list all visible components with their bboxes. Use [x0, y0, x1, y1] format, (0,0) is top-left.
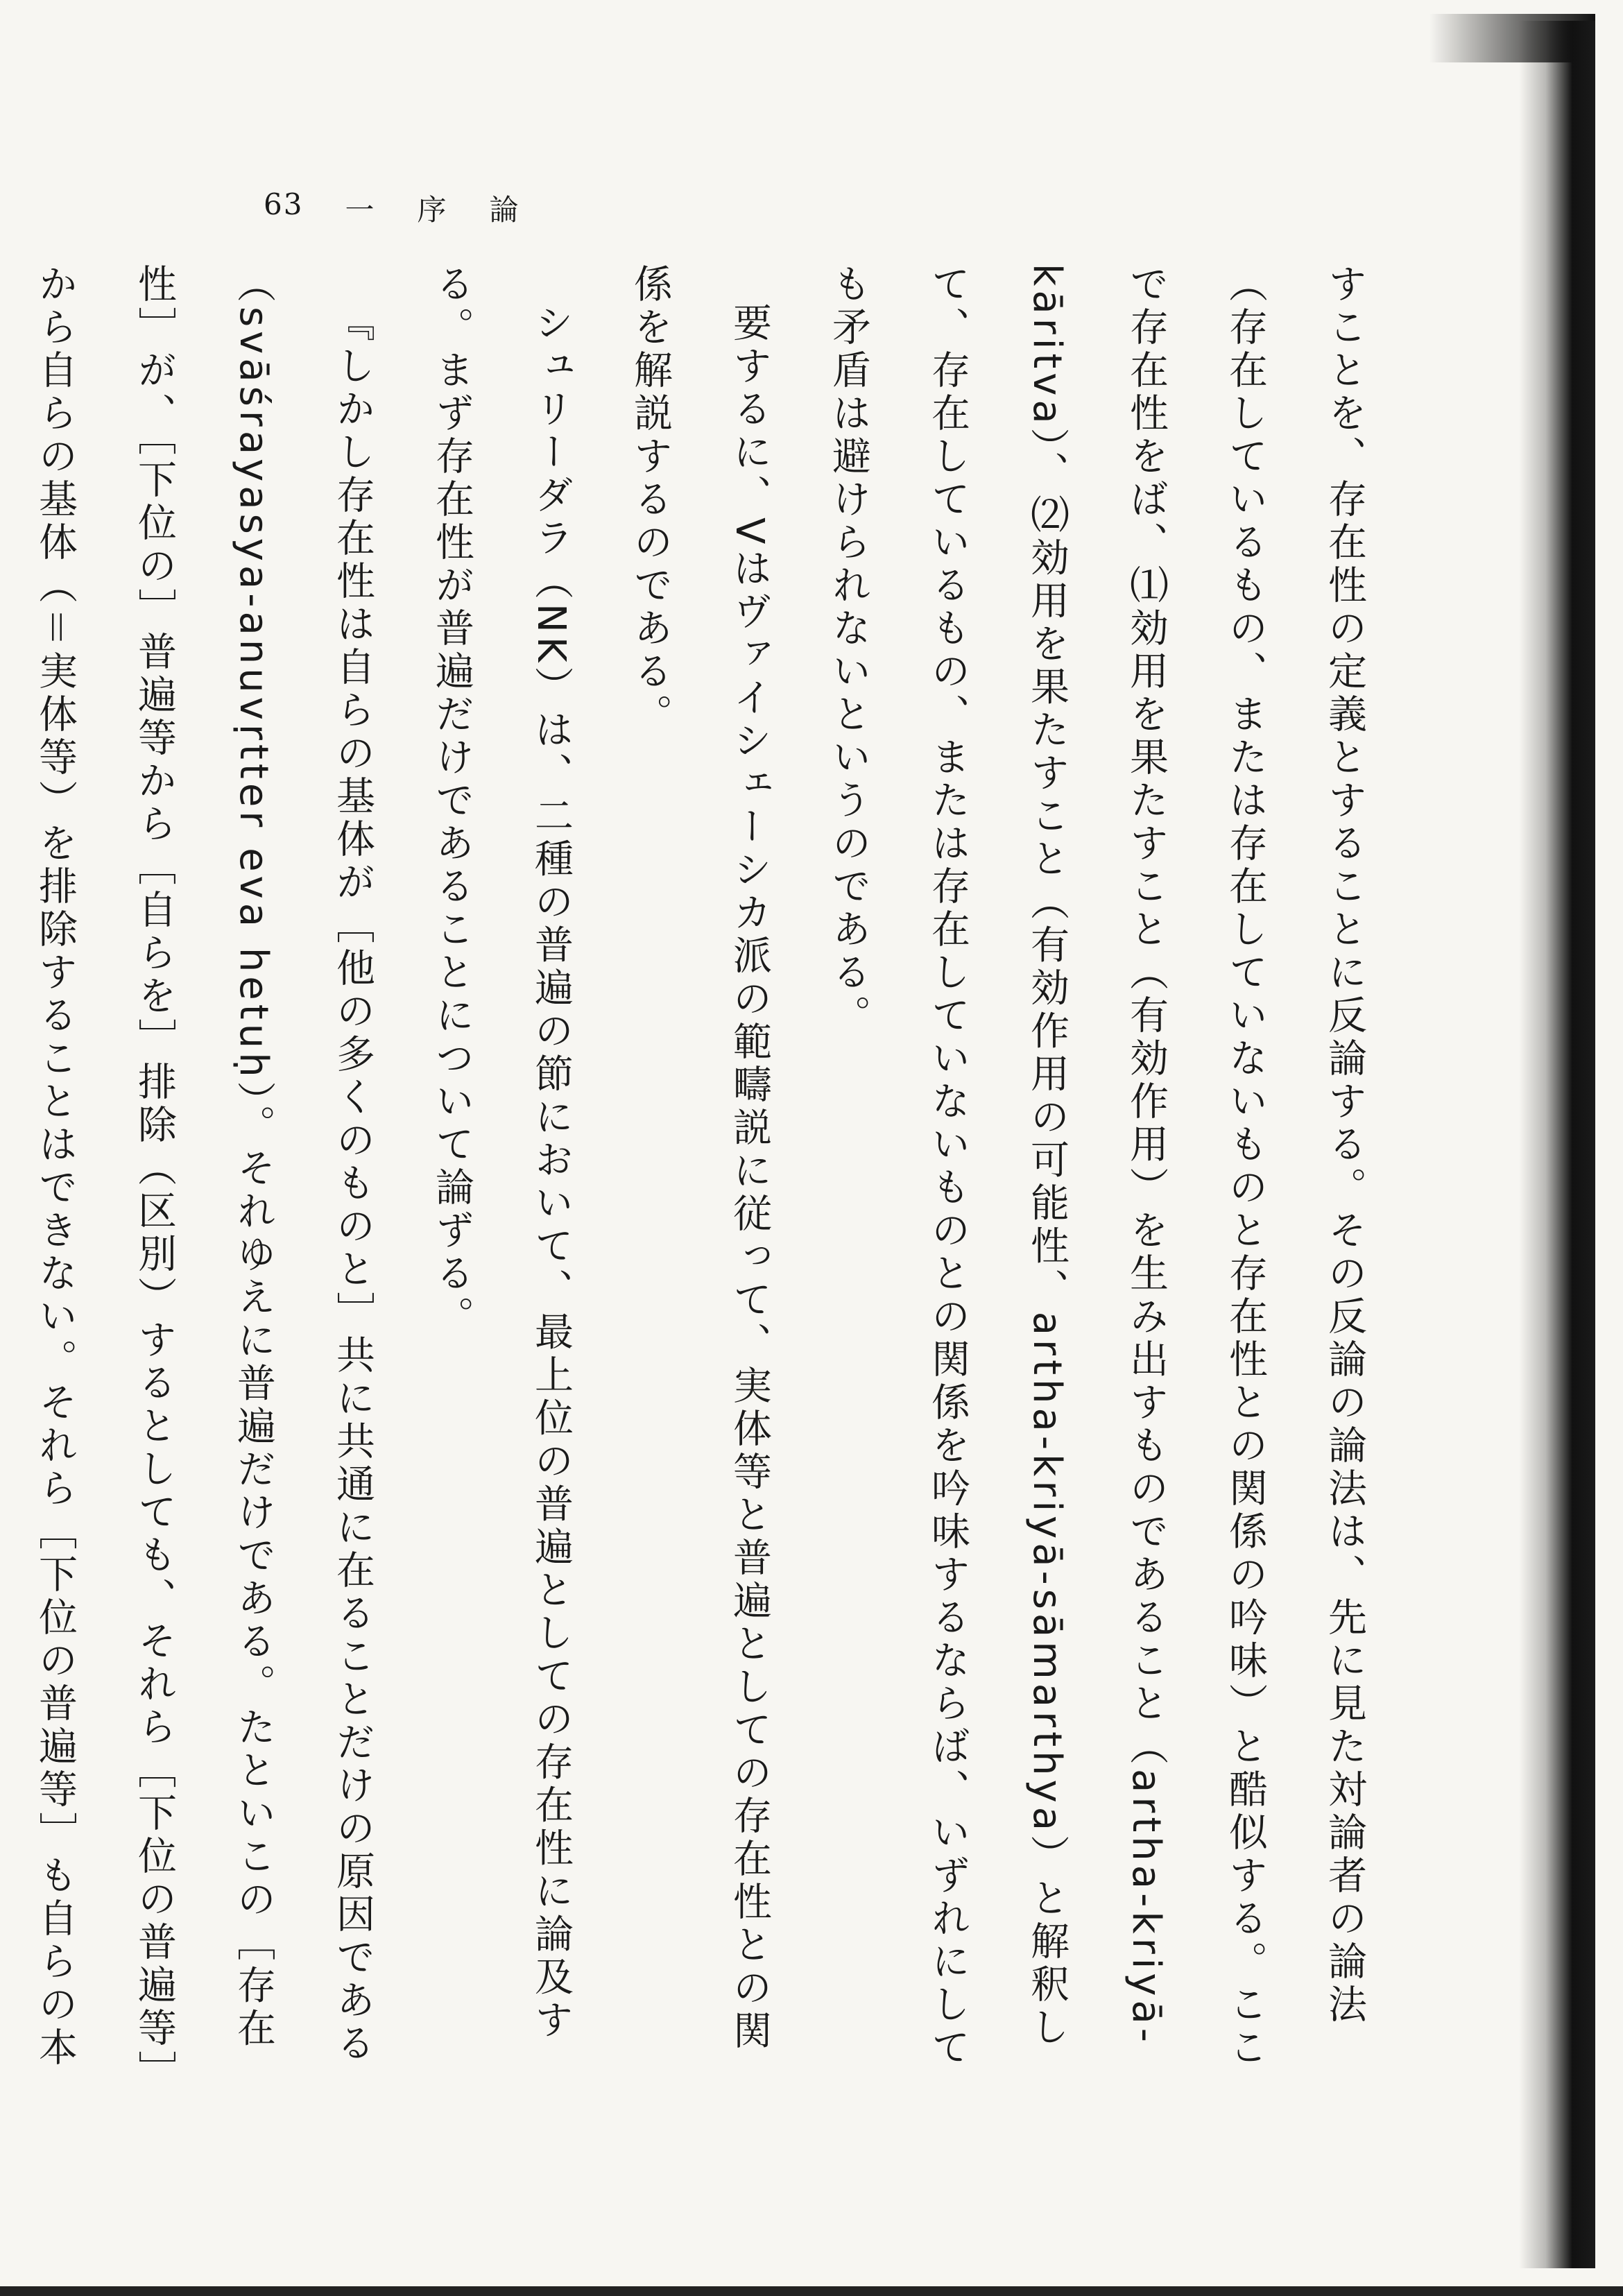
paragraph-2: 要するに、Vはヴァイシェーシカ派の範疇説に従って、実体等と普遍としての存在性との関係を解説するのである。: [628, 264, 772, 2054]
page-number: 63: [264, 187, 304, 221]
paragraph-4-quotation: 『しかし存在性は自らの基体が［他の多くのものと］共に共通に在ることだけの原因である（svāśrayasya-anuvṛtter eva hetuḥ）。それゆえに普遍だけである。たといこの［存在性］が、［下位の］普遍等から［自らを］排除（区別）するとしても、それら［下位の普遍等］から自らの基体（＝実体等）を排除することはできない。それら［下位の普遍等］も自らの本: [33, 264, 375, 2093]
running-head: [264, 187, 520, 229]
scan-bottom-edge: [0, 2286, 1623, 2296]
scan-shadow-edge: [1519, 21, 1595, 2268]
body-text: [33, 264, 1394, 2095]
paragraph-1: すことを、存在性の定義とすることに反論する。その反論の論法は、先に見た対論者の論法（存在しているもの、または存在していないものと存在性との関係の吟味）と酷似する。ここで存在性をば、⑴効用を果たすこと（有効作用）を生み出すものであること（artha-kriyā-kāritva）、⑵効用を果たすこと（有効作用の可能性、artha-kriyā-sāmarthya）と解釈して、存在しているもの、または存在していないものとの関係を吟味するならば、いずれにしても矛盾は避けられないというのである。: [826, 264, 1367, 2070]
running-head-char-1: 序: [417, 193, 448, 227]
running-head-char-2: 論: [489, 193, 520, 227]
paragraph-3: シュリーダラ（NK）は、二種の普遍の節において、最上位の普遍としての存在性に論及する。まず存在性が普遍だけであることについて論ずる。: [429, 264, 574, 2043]
running-head-dash: 一: [345, 193, 376, 227]
